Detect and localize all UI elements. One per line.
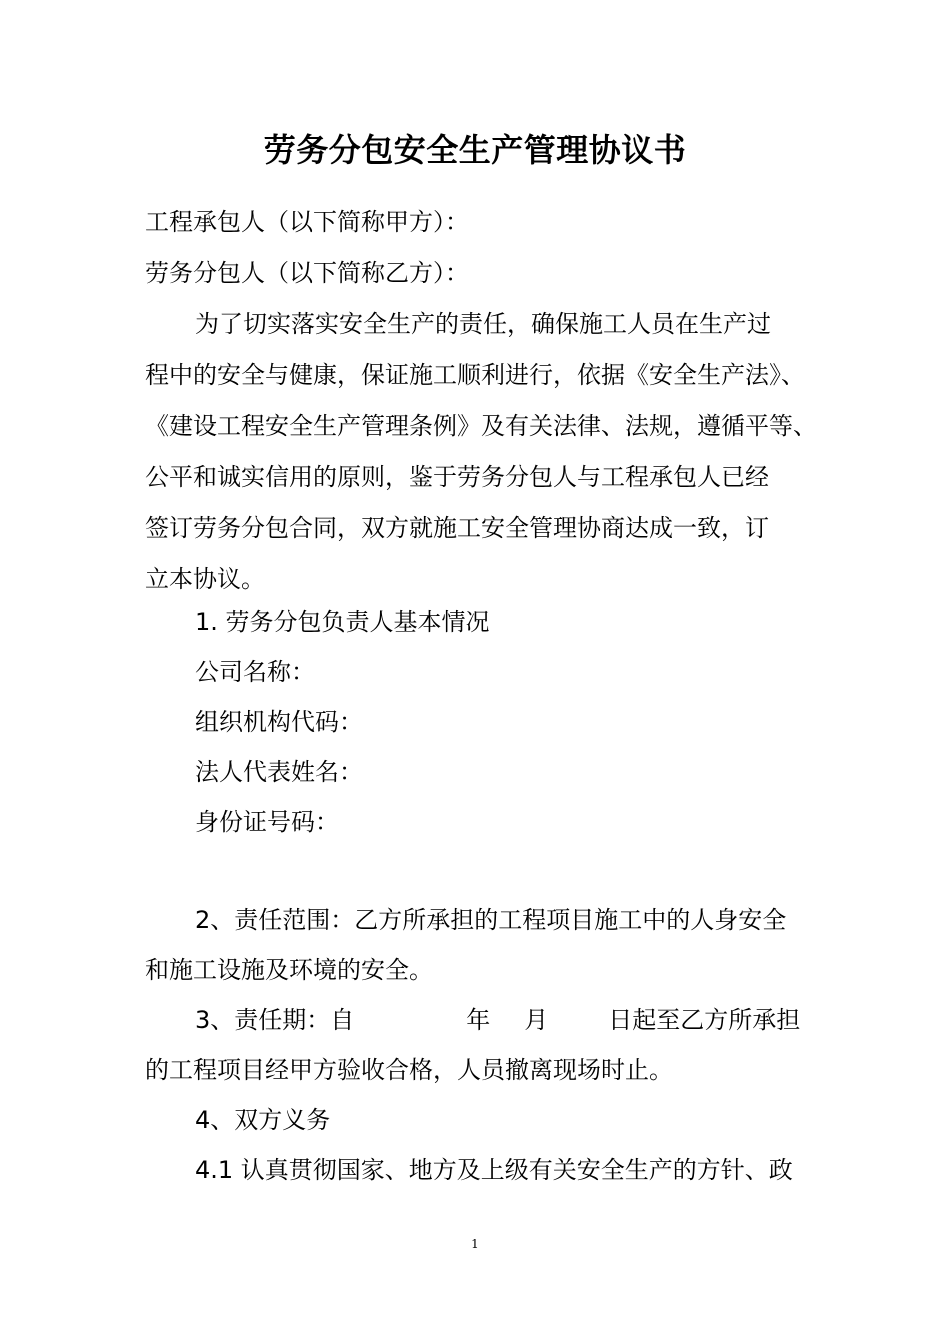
- intro-line-6: 立本协议。: [145, 565, 265, 593]
- section3-month: 月: [524, 1006, 549, 1034]
- intro-line-3: 《建设工程安全生产管理条例》及有关法律、法规，遵循平等、: [145, 412, 817, 440]
- section4-item-1: 4.1 认真贯彻国家、地方及上级有关安全生产的方针、政: [195, 1156, 793, 1184]
- intro-line-2: 程中的安全与健康，保证施工顺利进行，依据《安全生产法》、: [145, 361, 805, 389]
- party-a-line: 工程承包人（以下简称甲方）：: [145, 208, 469, 236]
- intro-line-5: 签订劳务分包合同，双方就施工安全管理协商达成一致，订: [145, 514, 769, 542]
- section4-heading: 4、双方义务: [195, 1106, 331, 1134]
- company-name-field: 公司名称：: [195, 658, 315, 686]
- section1-heading: 1. 劳务分包负责人基本情况: [195, 608, 490, 636]
- section3-prefix: 3、责任期：自: [195, 1006, 355, 1034]
- org-code-field: 组织机构代码：: [195, 708, 363, 736]
- party-b-line: 劳务分包人（以下简称乙方）：: [145, 259, 469, 287]
- section2-line-2: 和施工设施及环境的安全。: [145, 956, 433, 984]
- intro-line-4: 公平和诚实信用的原则，鉴于劳务分包人与工程承包人已经: [145, 463, 769, 491]
- id-number-field: 身份证号码：: [195, 808, 339, 836]
- section3-line-2: 的工程项目经甲方验收合格，人员撤离现场时止。: [145, 1056, 673, 1084]
- document-title: 劳务分包安全生产管理协议书: [263, 131, 687, 169]
- legal-rep-field: 法人代表姓名：: [195, 758, 363, 786]
- section3-line-1: [195, 1003, 815, 1037]
- intro-line-1: 为了切实落实安全生产的责任，确保施工人员在生产过: [195, 310, 771, 338]
- section3-suffix: 日起至乙方所承担: [608, 1006, 801, 1034]
- page-number: 1: [471, 1237, 479, 1251]
- section3-year: 年: [466, 1006, 491, 1034]
- section2-line-1: 2、责任范围：乙方所承担的工程项目施工中的人身安全: [195, 906, 787, 934]
